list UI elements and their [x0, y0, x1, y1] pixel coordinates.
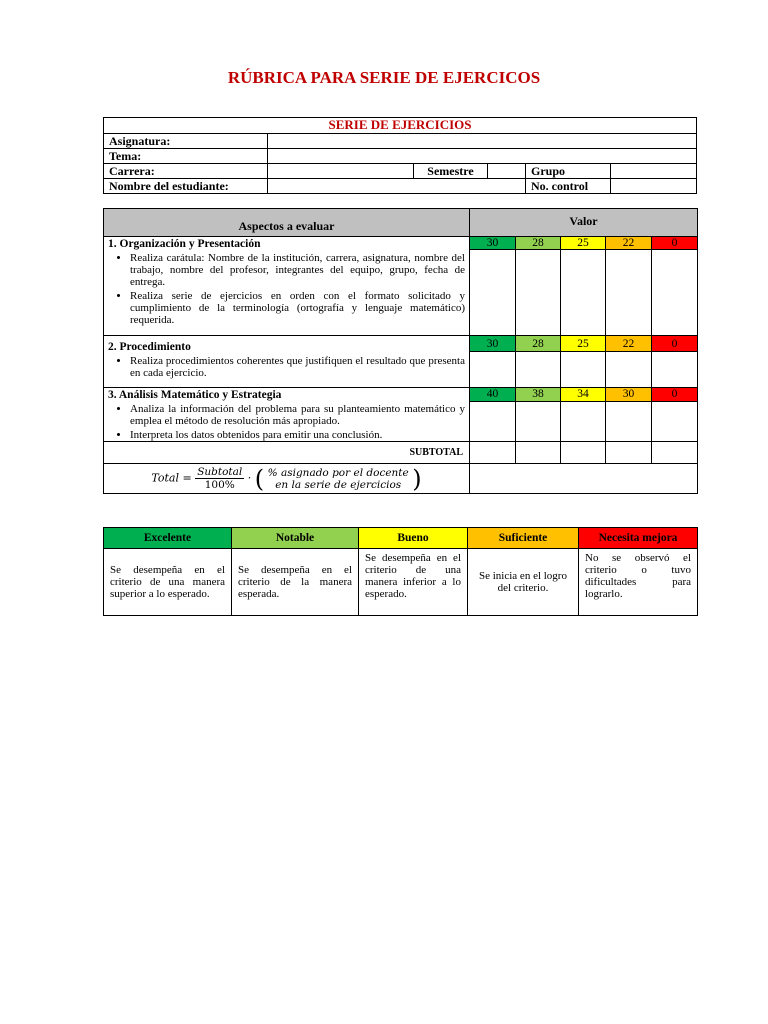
- criterion-3-score-necesita: 0: [652, 388, 698, 402]
- criterion-2-mark-1[interactable]: [470, 352, 516, 388]
- criterion-2-mark-2[interactable]: [516, 352, 561, 388]
- levels-table: [103, 527, 698, 616]
- level-header-bueno: Bueno: [359, 528, 468, 549]
- nombre-field[interactable]: [268, 179, 526, 194]
- info-table: [103, 117, 697, 194]
- criterion-2-score-notable: 28: [516, 336, 561, 352]
- criterion-1-bullet-2: • Realiza serie de ejercicios en orden con el formato solicitado y cumplimiento de la terminología (ortografía y lenguaje matemático) requerida.: [130, 290, 465, 326]
- criterion-1-score-suficiente: 22: [606, 237, 652, 250]
- carrera-field[interactable]: [268, 164, 414, 179]
- aspects-header: Aspectos a evaluar: [104, 209, 470, 237]
- level-desc-bueno: Se desempeña en el criterio de una manera inferior a lo esperado.: [359, 549, 468, 616]
- subtotal-cell-4[interactable]: [606, 442, 652, 464]
- criterion-1-score-necesita: 0: [652, 237, 698, 250]
- right-paren-icon: ): [412, 464, 422, 493]
- criterion-2-bullet-1: • Realiza procedimientos coherentes que justifiquen el resultado que presenta en cada ejercicio.: [130, 355, 465, 379]
- criterion-1-score-excelente: 30: [470, 237, 516, 250]
- criterion-3: [104, 388, 470, 442]
- criterion-3-score-excelente: 40: [470, 388, 516, 402]
- criterion-3-mark-3[interactable]: [561, 401, 606, 441]
- formula-denominator: 100%: [204, 479, 235, 491]
- criterion-3-bullet-2: • Interpreta los datos obtenidos para emitir una conclusión.: [130, 429, 465, 441]
- criterion-2-title: 2. Procedimiento: [108, 341, 191, 353]
- level-header-notable: Notable: [232, 528, 359, 549]
- control-label: No. control: [526, 179, 611, 194]
- formula-fraction: [195, 466, 244, 491]
- level-desc-notable: Se desempeña en el criterio de la manera esperada.: [232, 549, 359, 616]
- criterion-3-mark-4[interactable]: [606, 401, 652, 441]
- subtotal-cell-1[interactable]: [470, 442, 516, 464]
- criterion-3-score-bueno: 34: [561, 388, 606, 402]
- criterion-3-title: 3. Análisis Matemático y Estrategia: [108, 389, 282, 401]
- semestre-field[interactable]: [488, 164, 526, 179]
- tema-field[interactable]: [268, 149, 697, 164]
- grupo-label: Grupo: [526, 164, 611, 179]
- level-header-necesita-mejora: Necesita mejora: [579, 528, 698, 549]
- criterion-2-mark-3[interactable]: [561, 352, 606, 388]
- tema-label: Tema:: [104, 149, 268, 164]
- criterion-3-mark-2[interactable]: [516, 401, 561, 441]
- document-title: RÚBRICA PARA SERIE DE EJERCICOS: [227, 68, 541, 87]
- subtotal-cell-5[interactable]: [652, 442, 698, 464]
- criterion-1-mark-1[interactable]: [470, 250, 516, 336]
- total-formula: [104, 464, 470, 494]
- criterion-1-bullet-1: • Realiza carátula: Nombre de la institución, carrera, asignatura, nombre del trabajo, nombre del profesor, integrantes del equipo, grupo, fecha de entrega.: [130, 252, 465, 288]
- formula-percentage-line2: en la serie de ejercicios: [275, 478, 402, 491]
- criterion-3-score-notable: 38: [516, 388, 561, 402]
- criterion-1: [104, 237, 470, 336]
- criterion-2-score-necesita: 0: [652, 336, 698, 352]
- formula-dot: ·: [247, 471, 252, 485]
- asignatura-label: Asignatura:: [104, 134, 268, 149]
- control-field[interactable]: [611, 179, 697, 194]
- formula-numerator: Subtotal: [197, 466, 243, 478]
- level-desc-necesita-mejora: No se observó el criterio o tuvo dificultades para lograrlo.: [579, 549, 698, 616]
- subtotal-cell-3[interactable]: [561, 442, 606, 464]
- criterion-2-mark-4[interactable]: [606, 352, 652, 388]
- criterion-2-score-excelente: 30: [470, 336, 516, 352]
- level-desc-excelente: Se desempeña en el criterio de una manera superior a lo esperado.: [104, 549, 232, 616]
- level-header-excelente: Excelente: [104, 528, 232, 549]
- criterion-2: [104, 336, 470, 388]
- formula-total: Total =: [151, 471, 192, 485]
- criterion-1-score-notable: 28: [516, 237, 561, 250]
- criterion-1-mark-5[interactable]: [652, 250, 698, 336]
- total-cell[interactable]: [470, 464, 698, 494]
- criterion-3-mark-5[interactable]: [652, 401, 698, 441]
- asignatura-field[interactable]: [268, 134, 697, 149]
- level-header-suficiente: Suficiente: [468, 528, 579, 549]
- semestre-label: Semestre: [414, 164, 488, 179]
- subtotal-label: SUBTOTAL: [104, 442, 470, 464]
- criterion-2-mark-5[interactable]: [652, 352, 698, 388]
- criterion-1-mark-2[interactable]: [516, 250, 561, 336]
- level-desc-suficiente: Se inicia en el logro del criterio.: [468, 549, 579, 616]
- grupo-field[interactable]: [611, 164, 697, 179]
- info-heading: SERIE DE EJERCICIOS: [104, 118, 697, 134]
- formula-percentage: [268, 467, 409, 491]
- criterion-2-score-suficiente: 22: [606, 336, 652, 352]
- carrera-label: Carrera:: [104, 164, 268, 179]
- criterion-1-score-bueno: 25: [561, 237, 606, 250]
- criterion-3-score-suficiente: 30: [606, 388, 652, 402]
- formula-percentage-line1: % asignado por el docente: [267, 466, 409, 479]
- subtotal-cell-2[interactable]: [516, 442, 561, 464]
- left-paren-icon: (: [254, 464, 265, 493]
- criterion-2-score-bueno: 25: [561, 336, 606, 352]
- value-header: Valor: [470, 209, 698, 237]
- criterion-1-mark-3[interactable]: [561, 250, 606, 336]
- criterion-3-bullet-1: • Analiza la información del problema para su planteamiento matemático y emplea el método de resolución más apropiado.: [130, 403, 465, 427]
- rubric-table: [103, 208, 698, 494]
- nombre-label: Nombre del estudiante:: [104, 179, 268, 194]
- criterion-3-mark-1[interactable]: [470, 401, 516, 441]
- criterion-1-mark-4[interactable]: [606, 250, 652, 336]
- criterion-1-title: 1. Organización y Presentación: [108, 238, 261, 250]
